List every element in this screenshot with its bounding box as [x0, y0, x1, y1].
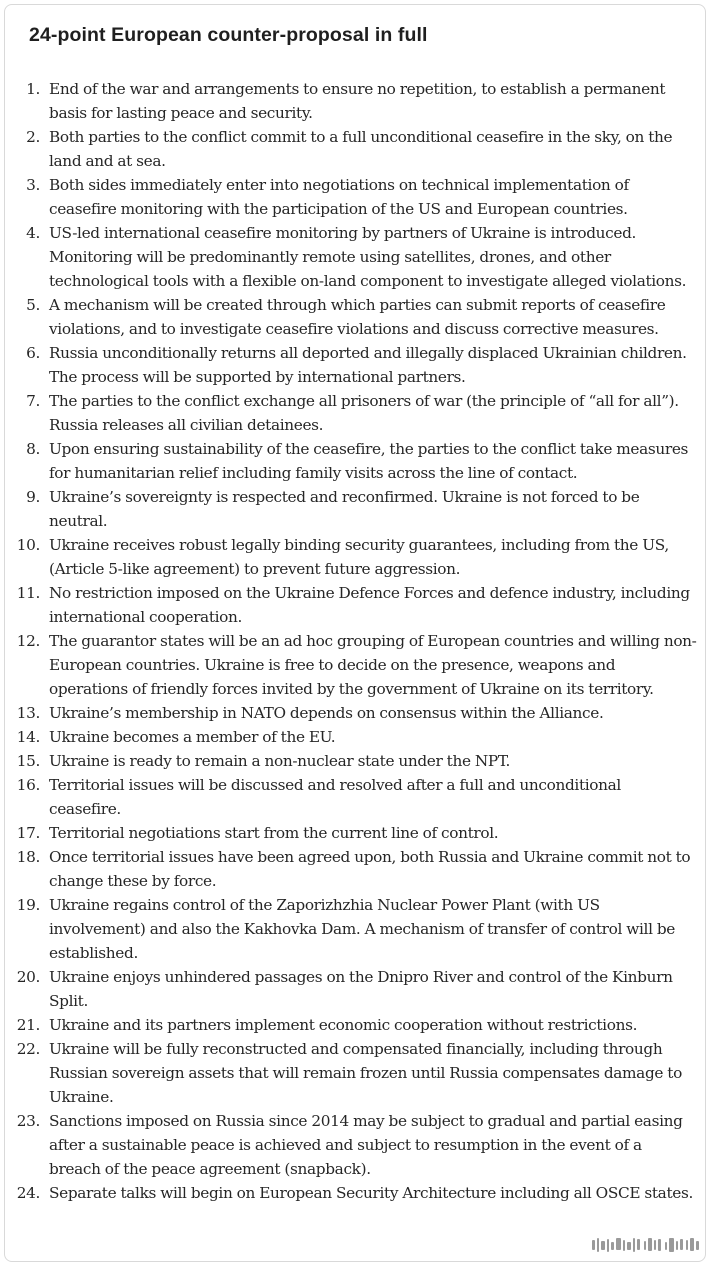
list-item — [5, 485, 705, 533]
point-text: Ukraine enjoys unhindered passages on the Dnipro River and control of the Kinburn Split. — [49, 968, 673, 1010]
point-number: 23. — [16, 1112, 40, 1130]
point-number: 18. — [16, 848, 40, 866]
point-text: Ukraine is ready to remain a non-nuclear state under the NPT. — [49, 752, 510, 770]
list-item — [5, 221, 705, 293]
point-text: Ukraine becomes a member of the EU. — [49, 728, 336, 746]
point-number: 20. — [16, 968, 40, 986]
point-text: Separate talks will begin on European Security Architecture including all OSCE states. — [49, 1184, 693, 1202]
point-text: Sanctions imposed on Russia since 2014 may be subject to gradual and partial easing after a sustainable peace is achieved and subject to resumption in the event of a breach of the peace agreement (snapback). — [49, 1112, 683, 1178]
list-item — [5, 173, 705, 221]
point-text: Ukraine will be fully reconstructed and compensated financially, including through Russian sovereign assets that will remain frozen until Russia compensates damage to Ukraine. — [49, 1040, 682, 1106]
point-number: 24. — [16, 1184, 40, 1202]
point-number: 16. — [16, 776, 40, 794]
point-text: Ukraine’s sovereignty is respected and reconfirmed. Ukraine is not forced to be neutral. — [49, 488, 640, 530]
point-text: Territorial issues will be discussed and resolved after a full and unconditional ceasefire. — [49, 776, 621, 818]
list-item — [5, 1037, 705, 1109]
point-number: 2. — [26, 128, 40, 146]
point-text: A mechanism will be created through which parties can submit reports of ceasefire violations, and to investigate ceasefire violations and discuss corrective measures. — [49, 296, 666, 338]
list-item — [5, 389, 705, 437]
point-number: 3. — [26, 176, 40, 194]
point-text: Upon ensuring sustainability of the ceasefire, the parties to the conflict take measures for humanitarian relief including family visits across the line of contact. — [49, 440, 689, 482]
point-number: 14. — [16, 728, 40, 746]
point-number: 19. — [16, 896, 40, 914]
point-number: 8. — [26, 440, 40, 458]
point-text: Both parties to the conflict commit to a full unconditional ceasefire in the sky, on the land and at sea. — [49, 128, 673, 170]
document-title: 24-point European counter-proposal in full — [29, 24, 428, 46]
list-item — [5, 533, 705, 581]
point-text: Ukraine regains control of the Zaporizhzhia Nuclear Power Plant (with US involvement) and also the Kakhovka Dam. A mechanism of transfer of control will be established. — [49, 896, 675, 962]
point-number: 7. — [26, 392, 40, 410]
point-number: 11. — [16, 584, 40, 602]
list-item — [5, 125, 705, 173]
point-number: 17. — [16, 824, 40, 842]
point-number: 4. — [26, 224, 40, 242]
points-list — [5, 77, 705, 1205]
list-item — [5, 965, 705, 1013]
list-item — [5, 845, 705, 893]
point-number: 22. — [16, 1040, 40, 1058]
list-item — [5, 293, 705, 341]
list-item — [5, 821, 705, 845]
list-item — [5, 1109, 705, 1181]
list-item — [5, 437, 705, 485]
list-item — [5, 749, 705, 773]
point-text: End of the war and arrangements to ensure no repetition, to establish a permanent basis for lasting peace and security. — [49, 80, 666, 122]
point-number: 15. — [16, 752, 40, 770]
point-number: 12. — [16, 632, 40, 650]
point-text: Ukraine receives robust legally binding security guarantees, including from the US, (Article 5-like agreement) to prevent future aggression. — [49, 536, 669, 578]
list-item — [5, 725, 705, 749]
list-item — [5, 629, 705, 701]
list-item — [5, 1013, 705, 1037]
list-item — [5, 581, 705, 629]
point-text: The guarantor states will be an ad hoc grouping of European countries and willing non-European countries. Ukraine is free to decide on the presence, weapons and operations of friendly forces invited by the government of Ukraine on its territory. — [49, 632, 697, 698]
list-item — [5, 341, 705, 389]
point-number: 9. — [26, 488, 40, 506]
point-number: 13. — [16, 704, 40, 722]
point-number: 10. — [16, 536, 40, 554]
list-item — [5, 77, 705, 125]
point-number: 21. — [16, 1016, 40, 1034]
list-item — [5, 893, 705, 965]
point-text: Ukraine’s membership in NATO depends on consensus within the Alliance. — [49, 704, 604, 722]
point-number: 1. — [26, 80, 40, 98]
point-number: 5. — [26, 296, 40, 314]
point-text: Once territorial issues have been agreed upon, both Russia and Ukraine commit not to change these by force. — [49, 848, 691, 890]
point-number: 6. — [26, 344, 40, 362]
point-text: The parties to the conflict exchange all prisoners of war (the principle of “all for all”). Russia releases all civilian detainees. — [49, 392, 679, 434]
list-item — [5, 1181, 705, 1205]
point-text: Both sides immediately enter into negotiations on technical implementation of ceasefire monitoring with the participation of the US and European countries. — [49, 176, 629, 218]
list-item — [5, 701, 705, 725]
point-text: Russia unconditionally returns all deported and illegally displaced Ukrainian children. The process will be supported by international partners. — [49, 344, 687, 386]
point-text: Ukraine and its partners implement economic cooperation without restrictions. — [49, 1016, 638, 1034]
watermark-logo-icon — [592, 1236, 702, 1254]
document-card — [4, 4, 706, 1262]
point-text: Territorial negotiations start from the current line of control. — [49, 824, 499, 842]
point-text: No restriction imposed on the Ukraine Defence Forces and defence industry, including international cooperation. — [49, 584, 690, 626]
point-text: US-led international ceasefire monitoring by partners of Ukraine is introduced. Monitoring will be predominantly remote using satellites, drones, and other technological tools with a flexible on-land component to investigate alleged violations. — [49, 224, 687, 290]
list-item — [5, 773, 705, 821]
